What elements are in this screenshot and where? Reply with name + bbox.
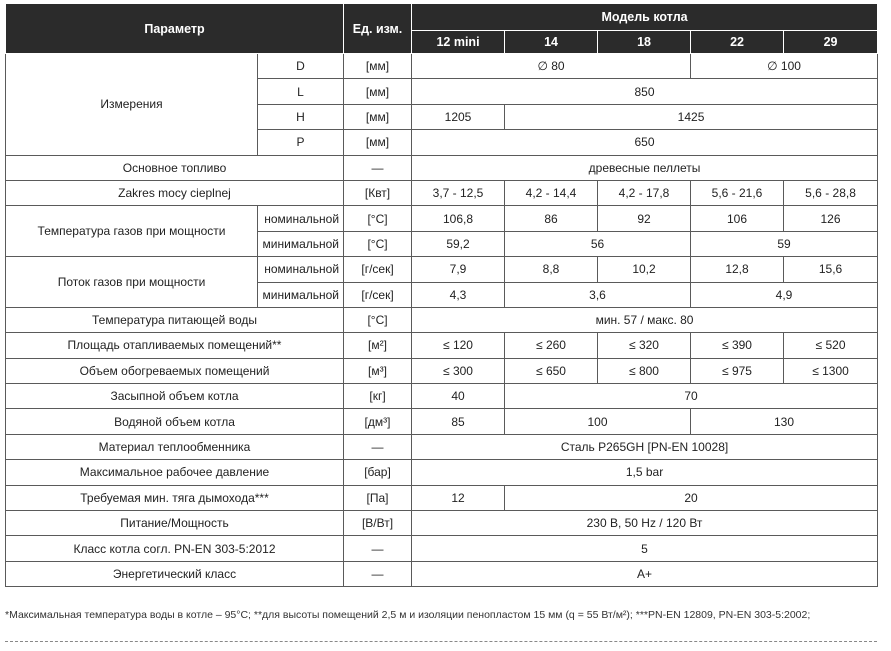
- value-cell: ∅ 100: [691, 54, 878, 79]
- table-row: [6, 434, 878, 459]
- table-row: [6, 384, 878, 409]
- value-cell: 5,6 - 28,8: [784, 180, 878, 205]
- param-sub: D: [258, 54, 344, 79]
- value-cell: 86: [505, 206, 598, 231]
- unit-cell: [Квт]: [344, 180, 412, 205]
- value-cell: ≤ 120: [412, 333, 505, 358]
- table-row: [6, 460, 878, 485]
- value-cell: ≤ 300: [412, 358, 505, 383]
- value-cell: 15,6: [784, 257, 878, 282]
- value-cell: 4,3: [412, 282, 505, 307]
- table-row: [6, 155, 878, 180]
- value-cell: ≤ 975: [691, 358, 784, 383]
- value-cell: 4,2 - 14,4: [505, 180, 598, 205]
- value-cell: 70: [505, 384, 878, 409]
- param-label: Засыпной объем котла: [6, 384, 344, 409]
- unit-cell: [дм³]: [344, 409, 412, 434]
- param-label: Основное топливо: [6, 155, 344, 180]
- unit-cell: —: [344, 434, 412, 459]
- model-col: 12 mini: [412, 31, 505, 54]
- value-cell: 4,9: [691, 282, 878, 307]
- unit-cell: [Па]: [344, 485, 412, 510]
- value-cell: 106,8: [412, 206, 505, 231]
- param-label: Класс котла согл. PN-EN 303-5:2012: [6, 536, 344, 561]
- model-col: 18: [598, 31, 691, 54]
- table-row: [6, 536, 878, 561]
- value-cell: 3,6: [505, 282, 691, 307]
- value-cell: 12: [412, 485, 505, 510]
- value-cell: древесные пеллеты: [412, 155, 878, 180]
- value-cell: 20: [505, 485, 878, 510]
- param-sub: минимальной: [258, 231, 344, 256]
- table-row: [6, 358, 878, 383]
- param-label: Энергетический класс: [6, 561, 344, 586]
- value-cell: мин. 57 / макс. 80: [412, 307, 878, 332]
- value-cell: 650: [412, 130, 878, 155]
- param-label: Материал теплообменника: [6, 434, 344, 459]
- unit-cell: [°C]: [344, 231, 412, 256]
- value-cell: 85: [412, 409, 505, 434]
- param-sub: H: [258, 104, 344, 129]
- param-label: Максимальное рабочее давление: [6, 460, 344, 485]
- model-col: 14: [505, 31, 598, 54]
- value-cell: 92: [598, 206, 691, 231]
- unit-cell: [мм]: [344, 130, 412, 155]
- unit-cell: [бар]: [344, 460, 412, 485]
- value-cell: 850: [412, 79, 878, 104]
- table-row: [6, 257, 878, 282]
- table-row: [6, 307, 878, 332]
- model-col: 22: [691, 31, 784, 54]
- table-row: [6, 561, 878, 586]
- value-cell: 40: [412, 384, 505, 409]
- param-label: Площадь отапливаемых помещений**: [6, 333, 344, 358]
- value-cell: 3,7 - 12,5: [412, 180, 505, 205]
- value-cell: ≤ 520: [784, 333, 878, 358]
- value-cell: 8,8: [505, 257, 598, 282]
- unit-cell: [г/сек]: [344, 282, 412, 307]
- value-cell: ≤ 1300: [784, 358, 878, 383]
- param-label: Поток газов при мощности: [6, 257, 258, 308]
- value-cell: Сталь P265GH [PN-EN 10028]: [412, 434, 878, 459]
- unit-cell: [мм]: [344, 79, 412, 104]
- table-row: [6, 485, 878, 510]
- value-cell: ≤ 320: [598, 333, 691, 358]
- value-cell: 100: [505, 409, 691, 434]
- value-cell: 106: [691, 206, 784, 231]
- value-cell: ≤ 650: [505, 358, 598, 383]
- value-cell: 12,8: [691, 257, 784, 282]
- param-label: Температура газов при мощности: [6, 206, 258, 257]
- unit-cell: —: [344, 561, 412, 586]
- param-label: Zakres mocy cieplnej: [6, 180, 344, 205]
- unit-cell: [м²]: [344, 333, 412, 358]
- table-row: [6, 54, 878, 79]
- value-cell: 59: [691, 231, 878, 256]
- param-label: Температура питающей воды: [6, 307, 344, 332]
- unit-cell: [кг]: [344, 384, 412, 409]
- param-label: Водяной объем котла: [6, 409, 344, 434]
- param-sub: номинальной: [258, 206, 344, 231]
- unit-cell: [м³]: [344, 358, 412, 383]
- model-col: 29: [784, 31, 878, 54]
- table-row: [6, 206, 878, 231]
- value-cell: ≤ 800: [598, 358, 691, 383]
- unit-cell: —: [344, 536, 412, 561]
- value-cell: A+: [412, 561, 878, 586]
- value-cell: 4,2 - 17,8: [598, 180, 691, 205]
- value-cell: 5: [412, 536, 878, 561]
- value-cell: 1205: [412, 104, 505, 129]
- value-cell: 59,2: [412, 231, 505, 256]
- value-cell: 1425: [505, 104, 878, 129]
- param-label: Объем обогреваемых помещений: [6, 358, 344, 383]
- header-model: Модель котла: [412, 4, 878, 31]
- unit-cell: [г/сек]: [344, 257, 412, 282]
- param-label: Требуемая мин. тяга дымохода***: [6, 485, 344, 510]
- table-row: [6, 409, 878, 434]
- unit-cell: [°C]: [344, 206, 412, 231]
- value-cell: 126: [784, 206, 878, 231]
- table-row: [6, 511, 878, 536]
- unit-cell: [мм]: [344, 104, 412, 129]
- param-sub: минимальной: [258, 282, 344, 307]
- value-cell: 10,2: [598, 257, 691, 282]
- value-cell: ∅ 80: [412, 54, 691, 79]
- header-unit: Ед. изм.: [344, 4, 412, 54]
- divider: [5, 641, 877, 642]
- value-cell: 7,9: [412, 257, 505, 282]
- param-label: Питание/Мощность: [6, 511, 344, 536]
- param-sub: L: [258, 79, 344, 104]
- footnote: *Максимальная температура воды в котле – 95°C; **для высоты помещений 2,5 м и изоляции пенопластом 15 мм (q = 55 Вт/м²); ***PN-EN 12809, PN-EN 303-5:2002;: [5, 609, 811, 621]
- value-cell: 230 В, 50 Hz / 120 Вт: [412, 511, 878, 536]
- unit-cell: [В/Вт]: [344, 511, 412, 536]
- value-cell: ≤ 260: [505, 333, 598, 358]
- value-cell: 56: [505, 231, 691, 256]
- value-cell: 5,6 - 21,6: [691, 180, 784, 205]
- unit-cell: [°C]: [344, 307, 412, 332]
- value-cell: 130: [691, 409, 878, 434]
- param-sub: номинальной: [258, 257, 344, 282]
- table-row: [6, 180, 878, 205]
- table-row: [6, 333, 878, 358]
- param-label: Измерения: [6, 54, 258, 156]
- value-cell: 1,5 bar: [412, 460, 878, 485]
- unit-cell: [мм]: [344, 54, 412, 79]
- unit-cell: —: [344, 155, 412, 180]
- value-cell: ≤ 390: [691, 333, 784, 358]
- spec-table: [5, 3, 878, 587]
- param-sub: P: [258, 130, 344, 155]
- header-param: Параметр: [6, 4, 344, 54]
